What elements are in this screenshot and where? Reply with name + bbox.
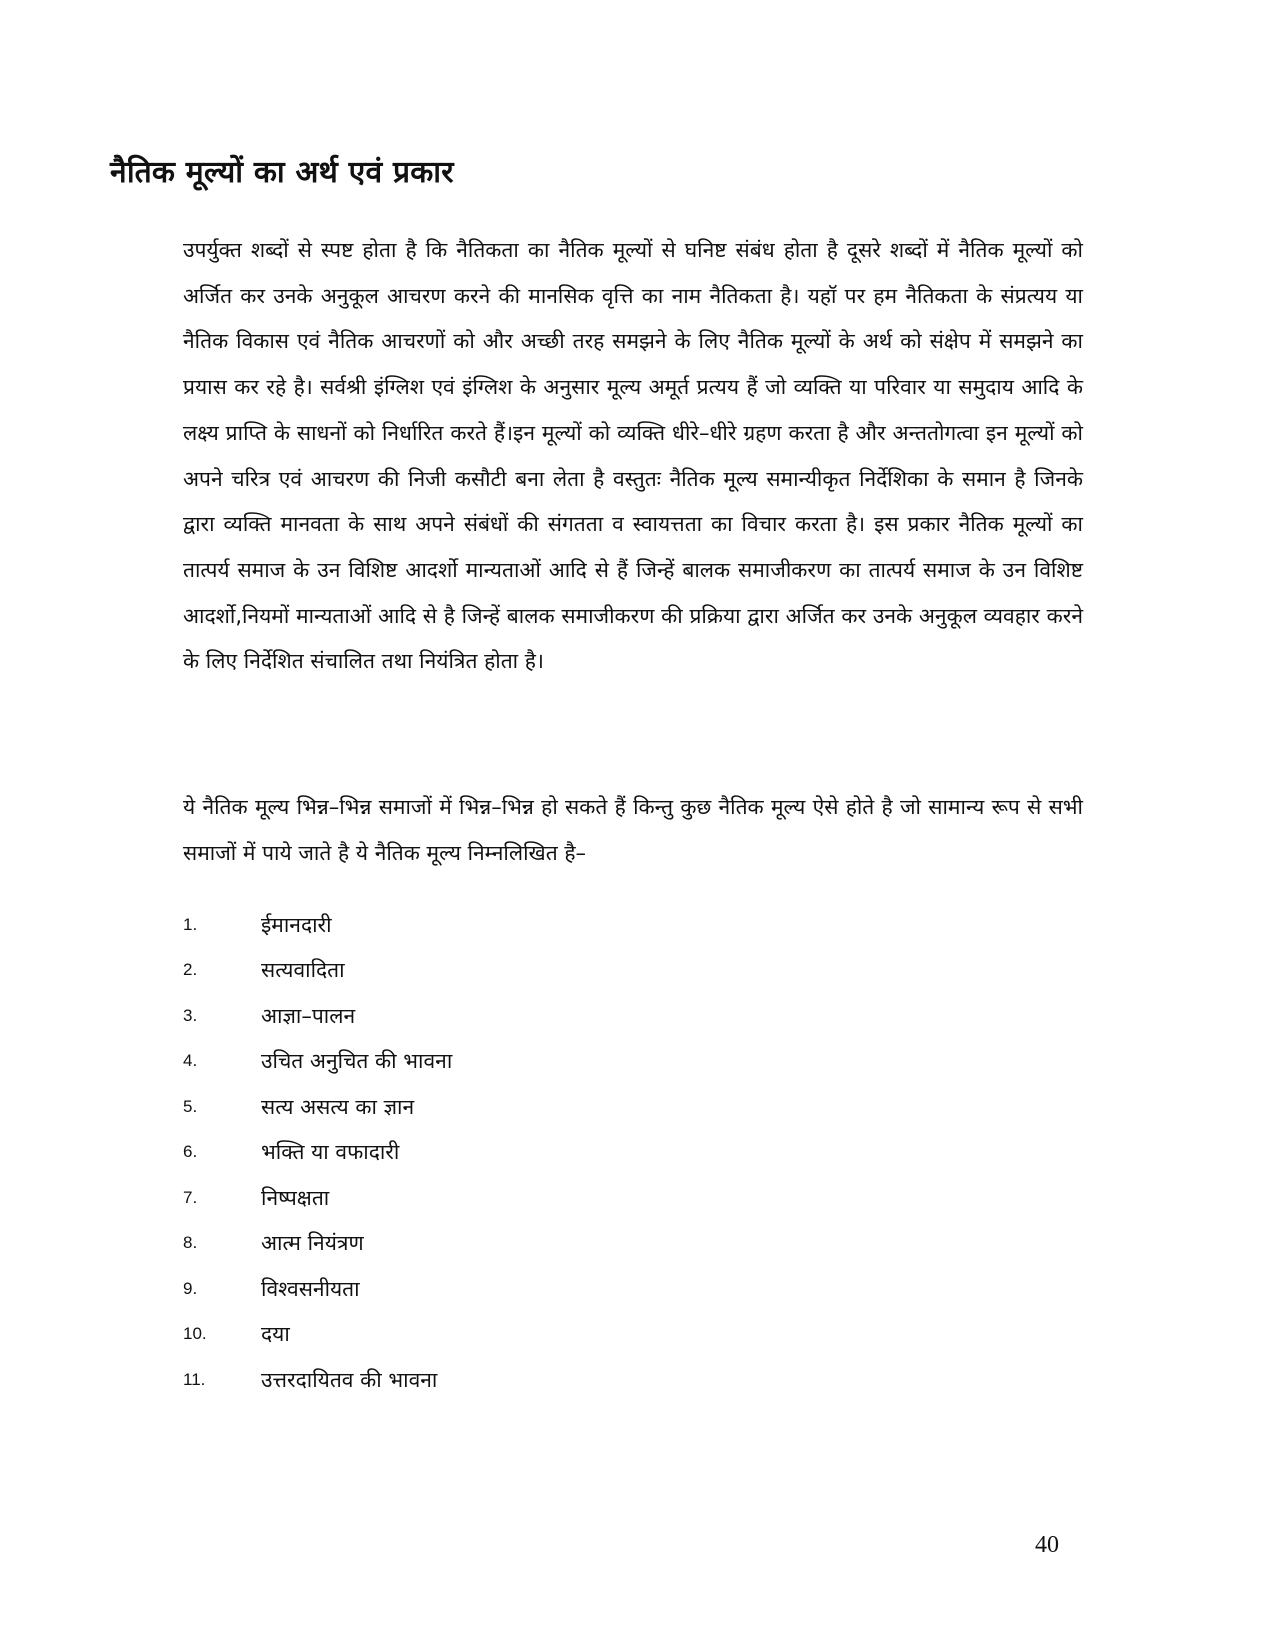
list-item-text: सत्यवादिता xyxy=(261,958,345,983)
list-item-text: ईमानदारी xyxy=(261,912,332,937)
body-paragraph-1: उपर्युक्त शब्दों से स्पष्ट होता है कि नैतिकता का नैतिक मूल्यों से घनिष्ट संबंध होता है दूसरे शब्दों में नैतिक मूल्यों को अर्जित कर उनके अनुकूल आचरण करने की मानसिक वृत्ति का नाम नैतिकता है। यहॉ पर हम नैतिकता के संप्रत्यय या नैतिक विकास एवं नैतिक आचरणों को और अच्छी तरह समझने के लिए नैतिक मूल्यों के अर्थ को संक्षेप में समझने का प्रयास कर रहे है। सर्वश्री इंग्लिश एवं इंग्लिश के अनुसार मूल्य अमूर्त प्रत्यय हैं जो व्यक्ति या परिवार या समुदाय आदि के लक्ष्य प्राप्ति के साधनों को निर्धारित करते हैं।इन मूल्यों को व्यक्ति धीरे–धीरे ग्रहण करता है और अन्ततोगत्वा इन मूल्यों को अपने चरित्र एवं आचरण की निजी कसौटी बना लेता है वस्तुतः नैतिक मूल्य समान्यीकृत निर्देशिका के समान है जिनके द्वारा व्यक्ति मानवता के साथ अपने संबंधों की संगतता व स्वायत्तता का विचार करता है। इस प्रकार नैतिक मूल्यों का तात्पर्य समाज के उन विशिष्ट आदर्शो मान्यताओं आदि से हैं जिन्हें बालक समाजीकरण का तात्पर्य समाज के उन विशिष्ट आदर्शो,नियमों मान्यताओं आदि से है जिन्हें बालक समाजीकरण की प्रक्रिया द्वारा अर्जित कर उनके अनुकूल व्यवहार करने के लिए निर्देशित संचालित तथा नियंत्रित होता है। xyxy=(183,238,1083,674)
list-item-text: आज्ञा–पालन xyxy=(261,1003,356,1028)
list-item-text: भक्ति या वफादारी xyxy=(261,1140,400,1165)
list-item-number: 9. xyxy=(183,1278,198,1298)
list-item xyxy=(183,1221,452,1267)
list-item xyxy=(183,902,452,948)
list-item xyxy=(183,993,452,1039)
list-item-text: दया xyxy=(261,1322,290,1347)
list-item xyxy=(183,1175,452,1221)
list-item-text: आत्म नियंत्रण xyxy=(261,1231,364,1256)
list-item-number: 8. xyxy=(183,1233,198,1253)
list-item-number: 4. xyxy=(183,1051,198,1071)
moral-values-list xyxy=(183,902,452,1403)
list-item-text: सत्य असत्य का ज्ञान xyxy=(261,1094,415,1119)
list-item xyxy=(183,1039,452,1085)
body-paragraph-2: ये नैतिक मूल्य भिन्न–भिन्न समाजों में भिन्न–भिन्न हो सकते हैं किन्तु कुछ नैतिक मूल्य ऐसे होते है जो सामान्य रूप से सभी समाजों में पाये जाते है ये नैतिक मूल्य निम्नलिखित है– xyxy=(183,795,1083,865)
list-item-number: 6. xyxy=(183,1142,198,1162)
list-item-number: 5. xyxy=(183,1096,198,1116)
list-item-text: निष्पक्षता xyxy=(261,1185,330,1210)
page-number: 40 xyxy=(1035,1532,1059,1558)
list-item-text: विश्वसनीयता xyxy=(261,1276,360,1301)
list-item-text: उचित अनुचित की भावना xyxy=(261,1049,453,1074)
page-heading: नैतिक मूल्यों का अर्थ एवं प्रकार xyxy=(110,155,454,190)
list-item-number: 1. xyxy=(183,914,198,934)
list-item-number: 2. xyxy=(183,960,198,980)
list-item-number: 10. xyxy=(183,1324,207,1344)
list-item xyxy=(183,948,452,994)
list-item xyxy=(183,1357,452,1403)
list-item-text: उत्तरदायितव की भावना xyxy=(261,1367,438,1392)
list-item xyxy=(183,1084,452,1130)
list-item-number: 11. xyxy=(183,1369,206,1389)
list-item-number: 3. xyxy=(183,1005,198,1025)
list-item xyxy=(183,1266,452,1312)
list-item-number: 7. xyxy=(183,1187,198,1207)
list-item xyxy=(183,1312,452,1358)
list-item xyxy=(183,1130,452,1176)
